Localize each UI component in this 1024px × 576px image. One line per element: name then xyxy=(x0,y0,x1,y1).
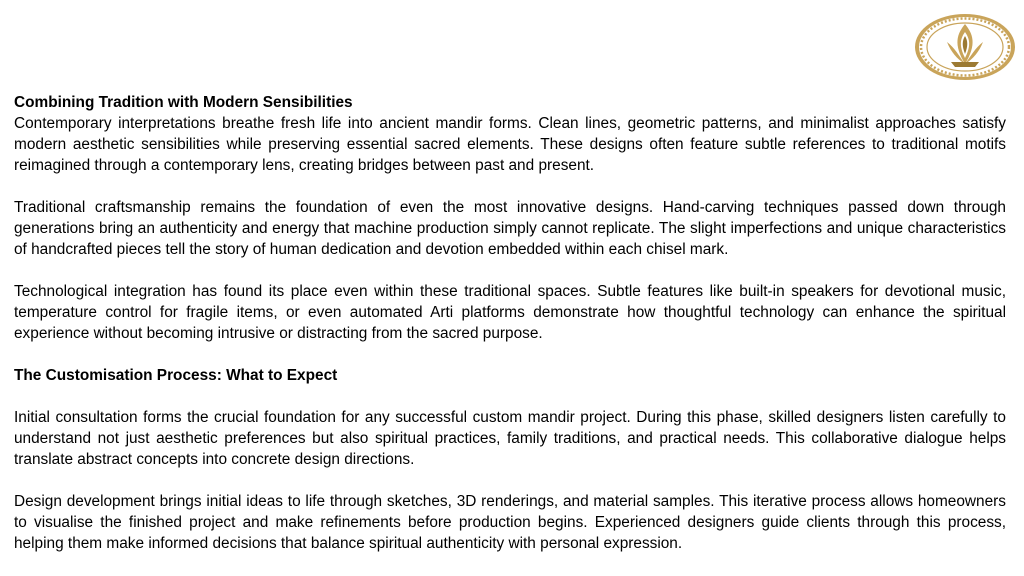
paragraph: Contemporary interpretations breathe fresh life into ancient mandir forms. Clean lines, geometric patterns, and minimalist approaches satisfy modern aesthetic sensibilities while preserving essential sacred elements. These designs often feature subtle references to traditional motifs reimagined through a contemporary lens, creating bridges between past and present. xyxy=(14,115,1006,174)
section-heading-customisation: The Customisation Process: What to Expect xyxy=(14,367,338,384)
mandir-emblem-icon xyxy=(913,12,1017,82)
section-heading-tradition: Combining Tradition with Modern Sensibilities xyxy=(14,94,353,111)
paragraph: Technological integration has found its place even within these traditional spaces. Subtle features like built-in speakers for devotional music, temperature control for fragile items, or even automated Arti platforms demonstrate how thoughtful technology can enhance the spiritual experience without becoming intrusive or distracting from the sacred purpose. xyxy=(14,283,1006,342)
paragraph: Traditional craftsmanship remains the foundation of even the most innovative designs. Hand-carving techniques passed down through generations bring an authenticity and energy that machine production simply cannot replicate. The slight imperfections and unique characteristics of handcrafted pieces tell the story of human dedication and devotion embedded within each chisel mark. xyxy=(14,199,1006,258)
paragraph: Design development brings initial ideas to life through sketches, 3D renderings, and material samples. This iterative process allows homeowners to visualise the finished project and make refinements before production begins. Experienced designers guide clients through this process, helping them make informed decisions that balance spiritual authenticity with personal expression. xyxy=(14,493,1006,552)
paragraph: Initial consultation forms the crucial foundation for any successful custom mandir project. During this phase, skilled designers listen carefully to understand not just aesthetic preferences but also spiritual practices, family traditions, and practical needs. This collaborative dialogue helps translate abstract concepts into concrete design directions. xyxy=(14,409,1006,468)
document-body xyxy=(14,92,1006,554)
